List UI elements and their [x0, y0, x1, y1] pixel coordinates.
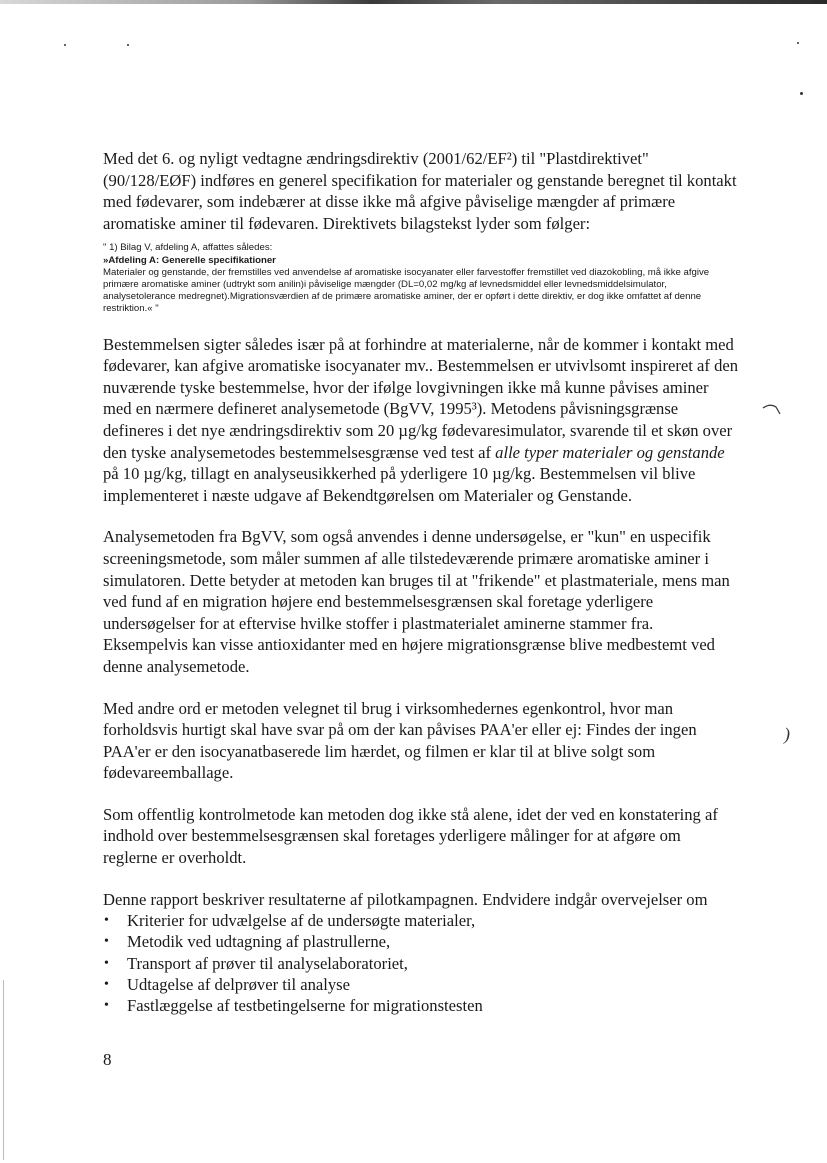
scan-speck — [797, 42, 799, 44]
quote-heading: »Afdeling A: Generelle specifikationer — [103, 254, 276, 266]
list-item: • Fastlæggelse af testbetingelserne for migrationstesten — [104, 996, 483, 1016]
scan-edge-artifact — [0, 0, 827, 4]
list-item: • Udtagelse af delprøver til analyse — [104, 974, 351, 994]
list-item: • Metodik ved udtagning af plastrullerne, — [104, 932, 391, 952]
scan-speck — [127, 44, 129, 46]
bullet-icon: • — [104, 998, 109, 1014]
page-content — [103, 148, 739, 1016]
topics-list — [103, 910, 739, 1016]
paragraph-analysemetoden: Analysemetoden fra BgVV, som også anvendes i denne undersøgelse, er "kun" en uspecifik screeningsmetode, som måler summen af alle tilstedeværende primære aromatiske aminer i simulatoren. Dette betyder at metoden kan bruges til at "frikende" et plastmateriale, mens man ved fund af en migration højere end bestemmelsesgrænsen skal foretage yderligere undersøgelser for at eftervise hvilke stoffer i plastmaterialet aminerne stammer fra. Eksempelvis kan visse antioxidanter med en højere migrationsgrænse blive medbestemt ved denne analysemetode. — [103, 527, 730, 676]
scan-speck — [64, 44, 66, 46]
bullet-icon: • — [104, 934, 109, 950]
page-number: 8 — [103, 1050, 112, 1069]
bullet-icon: • — [104, 913, 109, 929]
paragraph-bestemmelsen — [103, 334, 739, 507]
bullet-icon: • — [104, 955, 109, 971]
margin-hook-mark — [762, 400, 782, 421]
quote-intro-line: " 1) Bilag V, afdeling A, affattes således: — [103, 242, 273, 254]
paragraph-egenkontrol: Med andre ord er metoden velegnet til brug i virksomhedernes egenkontrol, hvor man forholdsvis hurtigt skal have svar på om der kan påvises PAA'er eller ej: Findes der ingen PAA'er er den isocyanatbaserede lim hærdet, og filmen er klar til at blive solgt som fødevareemballage. — [103, 698, 697, 783]
paragraph-bestemmelsen-a: Bestemmelsen sigter således især på at forhindre at materialerne, når de kommer i kontakt med fødevarer, kan afgive aromatiske isocyanater mv.. Bestemmelsen er utvivlsomt inspireret af den nuværende tyske bestemmelse, hvor der ifølge lovgivningen ikke må kunne påvises aminer med en nærmere defineret analysemetode (BgVV, 1995³). Metodens påvisningsgrænse defineres i det nye ændringsdirektiv som 20 µg/kg fødevaresimulator, svarende til et skøn over den tyske analysemetodes bestemmelsesgrænse ved test af — [103, 334, 739, 462]
quote-body: Materialer og genstande, der fremstilles ved anvendelse af aromatiske isocyanater eller farvestoffer fremstillet ved diazokobling, må ikke afgive primære aromatiske aminer (udtrykt som anilin)i påviselige mængder (DL=0,02 mg/kg af levnedsmiddel eller levnedsmiddelsimulator, analysetolerance medregnet).Migrationsværdien af de primære aromatiske aminer, der er opført i dette direktiv, er dog ikke omfattet af denne restriktion.« " — [103, 266, 710, 315]
paragraph-bestemmelsen-b: på 10 µg/kg, tillagt en analyseusikkerhed på yderligere 10 µg/kg. Bestemmelsen vil blive implementeret i næste udgave af Bekendtgørelsen om Materialer og Genstande. — [103, 464, 696, 505]
paragraph-kontrolmetode: Som offentlig kontrolmetode kan metoden dog ikke stå alene, idet der ved en konstatering af indhold over bestemmelsesgrænsen skal foretages yderligere målinger for at afgøre om reglerne er overholdt. — [103, 804, 718, 868]
scan-speck — [800, 92, 803, 95]
directive-quote — [103, 242, 733, 315]
binding-line — [3, 980, 4, 1160]
margin-paren-mark: ) — [784, 724, 790, 744]
list-item: • Kriterier for udvælgelse af de undersøgte materialer, — [104, 911, 476, 931]
paragraph-rapport: Denne rapport beskriver resultaterne af pilotkampagnen. Endvidere indgår overvejelser om — [103, 889, 708, 909]
list-item: • Transport af prøver til analyselaboratoriet, — [104, 953, 408, 973]
bullet-icon: • — [104, 976, 109, 992]
paragraph-bestemmelsen-italic: alle typer materialer og genstande — [495, 442, 725, 462]
paragraph-intro: Med det 6. og nyligt vedtagne ændringsdirektiv (2001/62/EF²) til "Plastdirektivet" (90/128/EØF) indføres en generel specifikation for materialer og genstande beregnet til kontakt med fødevarer, som indebærer at disse ikke må afgive påviselige mængder af primære aromatiske aminer til fødevaren. Direktivets bilagstekst lyder som følger: — [103, 149, 737, 233]
